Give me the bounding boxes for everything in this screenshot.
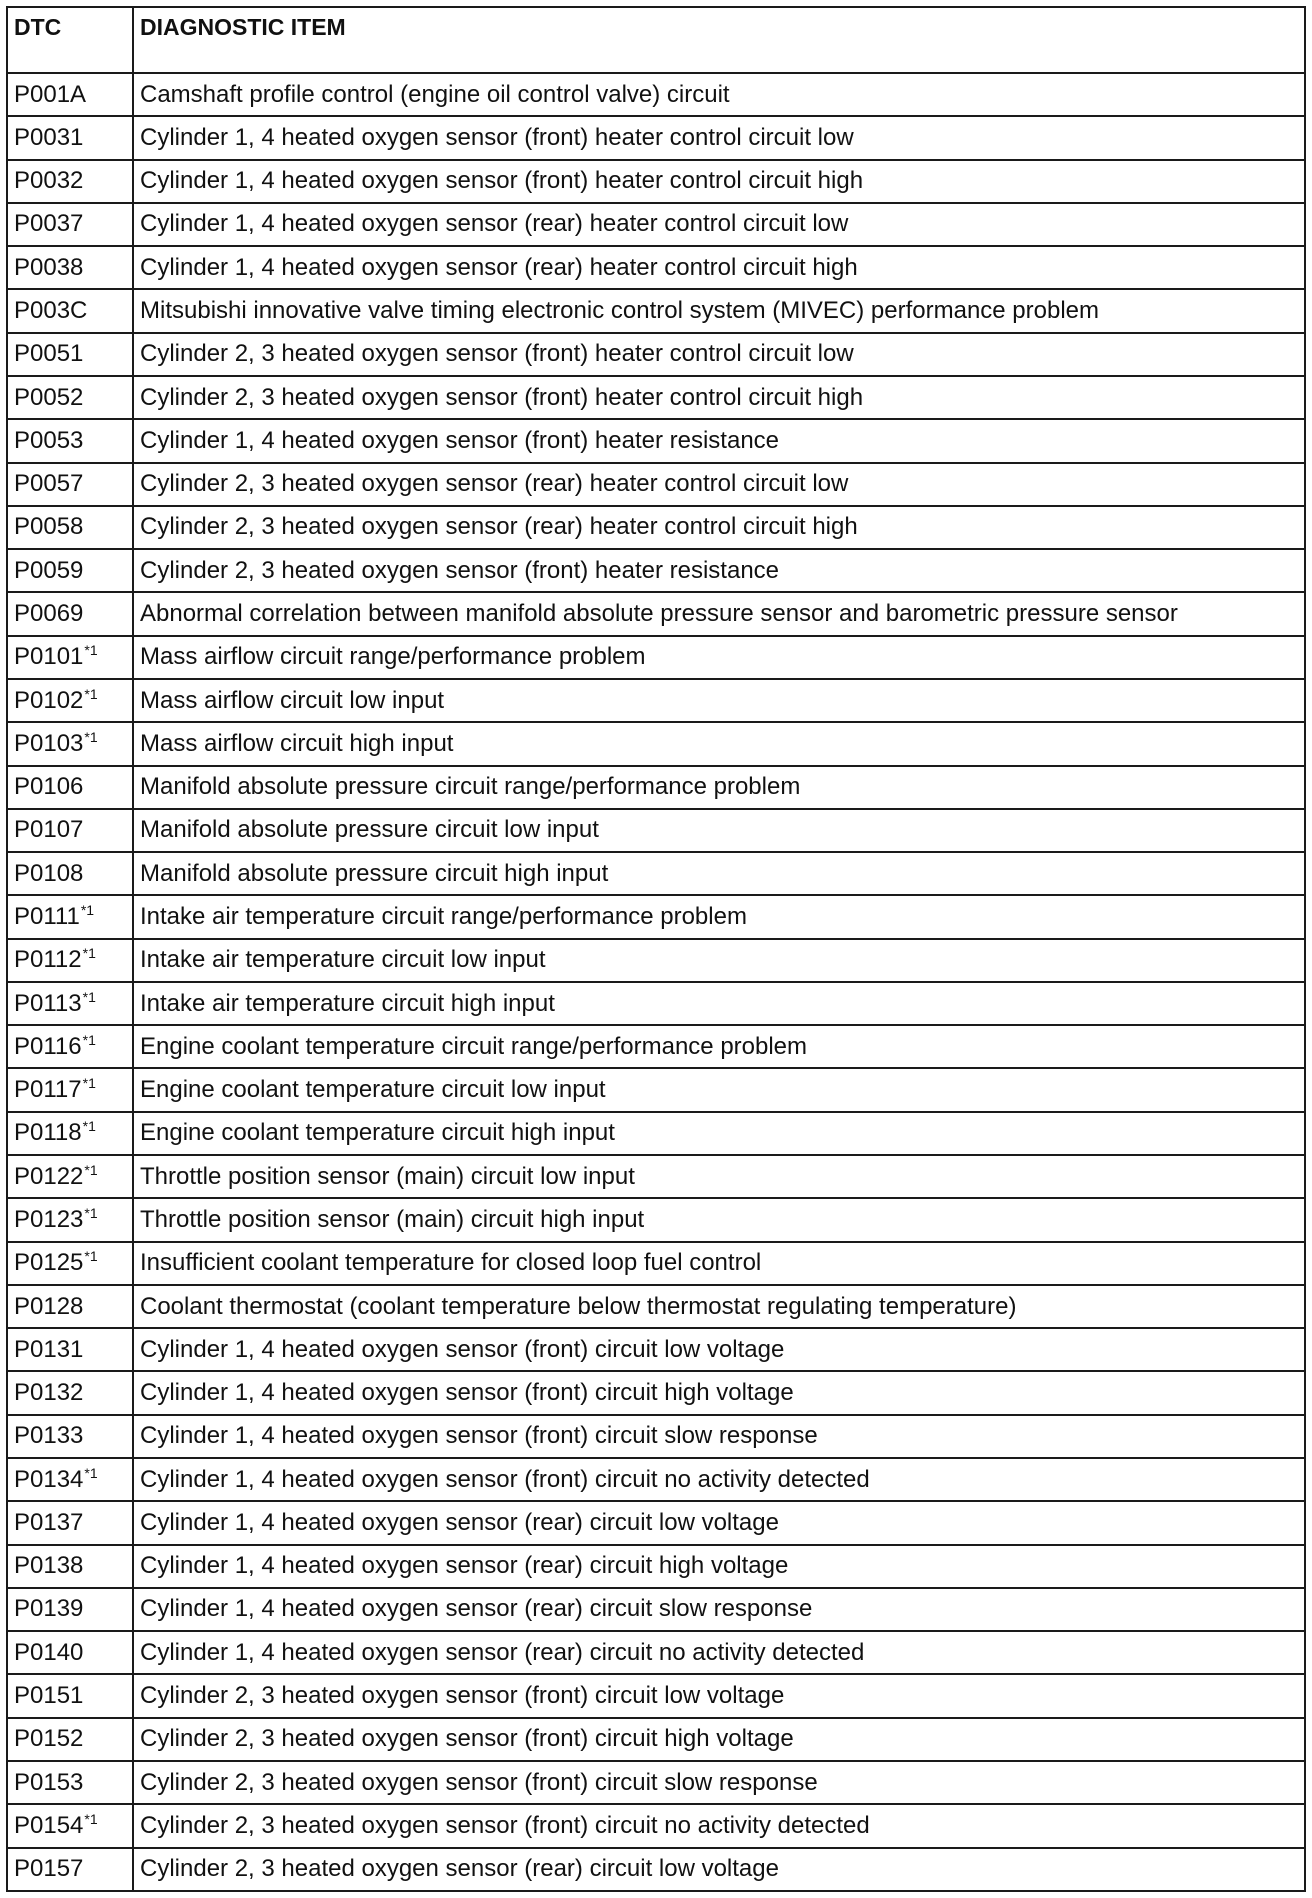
diagnostic-item-cell: Cylinder 2, 3 heated oxygen sensor (front) circuit low voltage	[133, 1674, 1305, 1717]
table-row	[7, 1458, 1305, 1501]
dtc-code-cell	[7, 1501, 133, 1544]
diagnostic-item-cell: Cylinder 1, 4 heated oxygen sensor (front) circuit low voltage	[133, 1328, 1305, 1371]
dtc-code-cell	[7, 939, 133, 982]
table-row	[7, 463, 1305, 506]
footnote-marker: *1	[82, 1075, 96, 1092]
dtc-code-cell	[7, 982, 133, 1025]
table-row	[7, 549, 1305, 592]
table-row	[7, 160, 1305, 203]
table-row	[7, 1371, 1305, 1414]
diagnostic-item-cell: Cylinder 1, 4 heated oxygen sensor (rear) circuit low voltage	[133, 1501, 1305, 1544]
diagnostic-item-cell: Throttle position sensor (main) circuit high input	[133, 1198, 1305, 1241]
footnote-marker: *1	[82, 988, 96, 1005]
dtc-code: P0053	[14, 426, 84, 454]
dtc-code-cell	[7, 809, 133, 852]
table-row	[7, 116, 1305, 159]
dtc-code: P003C	[14, 297, 88, 325]
diagnostic-item-cell: Cylinder 2, 3 heated oxygen sensor (rear) heater control circuit high	[133, 506, 1305, 549]
table-row	[7, 1545, 1305, 1588]
table-row	[7, 679, 1305, 722]
dtc-code: P0059	[14, 556, 84, 584]
table-row	[7, 1155, 1305, 1198]
diagnostic-item-cell: Intake air temperature circuit low input	[133, 939, 1305, 982]
header-row	[7, 7, 1305, 73]
footnote-marker: *1	[84, 685, 98, 702]
diagnostic-item-cell: Throttle position sensor (main) circuit low input	[133, 1155, 1305, 1198]
diagnostic-item-cell: Mass airflow circuit low input	[133, 679, 1305, 722]
dtc-code: P001A	[14, 80, 87, 108]
dtc-code: P0032	[14, 167, 84, 195]
dtc-code: P0122	[14, 1162, 84, 1190]
diagnostic-item-cell: Cylinder 1, 4 heated oxygen sensor (front) circuit high voltage	[133, 1371, 1305, 1414]
table-row	[7, 246, 1305, 289]
dtc-code: P0132	[14, 1379, 84, 1407]
diagnostic-item-cell: Mitsubishi innovative valve timing electronic control system (MIVEC) performance problem	[133, 289, 1305, 332]
dtc-code: P0111	[14, 902, 80, 930]
dtc-code: P0101	[14, 643, 84, 671]
dtc-code: P0038	[14, 253, 84, 281]
table-row	[7, 1718, 1305, 1761]
diagnostic-item-cell: Abnormal correlation between manifold absolute pressure sensor and barometric pressure sensor	[133, 592, 1305, 635]
dtc-code: P0128	[14, 1292, 84, 1320]
footnote-marker: *1	[82, 1118, 96, 1135]
diagnostic-item-cell: Engine coolant temperature circuit high input	[133, 1112, 1305, 1155]
dtc-code-cell	[7, 160, 133, 203]
diagnostic-item-cell: Cylinder 2, 3 heated oxygen sensor (front) heater control circuit high	[133, 376, 1305, 419]
table-row	[7, 73, 1305, 116]
dtc-code: P0153	[14, 1768, 84, 1796]
dtc-code-cell	[7, 1112, 133, 1155]
header-diagnostic-item: DIAGNOSTIC ITEM	[133, 7, 1305, 73]
table-row	[7, 1025, 1305, 1068]
dtc-code-cell	[7, 1415, 133, 1458]
diagnostic-item-cell: Cylinder 1, 4 heated oxygen sensor (rear) circuit no activity detected	[133, 1631, 1305, 1674]
dtc-code: P0113	[14, 989, 82, 1017]
dtc-code-cell	[7, 1848, 133, 1891]
dtc-code-cell	[7, 1025, 133, 1068]
diagnostic-item-cell: Engine coolant temperature circuit low input	[133, 1068, 1305, 1111]
table-row	[7, 1415, 1305, 1458]
dtc-code-cell	[7, 895, 133, 938]
dtc-code-cell	[7, 203, 133, 246]
diagnostic-item-cell: Engine coolant temperature circuit range/performance problem	[133, 1025, 1305, 1068]
dtc-code-cell	[7, 73, 133, 116]
footnote-marker: *1	[80, 901, 95, 918]
dtc-code: P0125	[14, 1249, 84, 1277]
dtc-code-cell	[7, 1371, 133, 1414]
table-row	[7, 203, 1305, 246]
dtc-code-cell	[7, 592, 133, 635]
table-row	[7, 1761, 1305, 1804]
diagnostic-item-cell: Cylinder 1, 4 heated oxygen sensor (rear) circuit high voltage	[133, 1545, 1305, 1588]
diagnostic-item-cell: Camshaft profile control (engine oil control valve) circuit	[133, 73, 1305, 116]
diagnostic-item-cell: Cylinder 1, 4 heated oxygen sensor (rear) circuit slow response	[133, 1588, 1305, 1631]
dtc-code: P0031	[14, 123, 84, 151]
dtc-code: P0116	[14, 1032, 82, 1060]
dtc-code: P0138	[14, 1552, 84, 1580]
table-body	[7, 73, 1305, 1891]
table-row	[7, 376, 1305, 419]
diagnostic-item-cell: Cylinder 1, 4 heated oxygen sensor (rear) heater control circuit high	[133, 246, 1305, 289]
dtc-code-cell	[7, 463, 133, 506]
dtc-code: P0117	[14, 1076, 82, 1104]
dtc-code: P0133	[14, 1422, 84, 1450]
dtc-code: P0037	[14, 210, 84, 238]
table-row	[7, 636, 1305, 679]
dtc-code: P0052	[14, 383, 84, 411]
dtc-code: P0118	[14, 1119, 82, 1147]
diagnostic-item-cell: Coolant thermostat (coolant temperature below thermostat regulating temperature)	[133, 1285, 1305, 1328]
dtc-code-cell	[7, 636, 133, 679]
dtc-code: P0107	[14, 816, 84, 844]
table-header	[7, 7, 1305, 73]
diagnostic-item-cell: Cylinder 2, 3 heated oxygen sensor (front) circuit slow response	[133, 1761, 1305, 1804]
footnote-marker: *1	[84, 1248, 98, 1265]
diagnostic-item-cell: Manifold absolute pressure circuit range/performance problem	[133, 766, 1305, 809]
table-row	[7, 1112, 1305, 1155]
table-row	[7, 895, 1305, 938]
table-row	[7, 1588, 1305, 1631]
dtc-code: P0103	[14, 729, 84, 757]
table-row	[7, 852, 1305, 895]
dtc-code-cell	[7, 1285, 133, 1328]
dtc-code-cell	[7, 679, 133, 722]
table-row	[7, 1242, 1305, 1285]
diagnostic-item-cell: Cylinder 2, 3 heated oxygen sensor (rear) heater control circuit low	[133, 463, 1305, 506]
dtc-code: P0123	[14, 1205, 84, 1233]
dtc-code: P0131	[14, 1335, 84, 1363]
diagnostic-item-cell: Cylinder 2, 3 heated oxygen sensor (rear) circuit low voltage	[133, 1848, 1305, 1891]
dtc-code-cell	[7, 1804, 133, 1847]
dtc-code-cell	[7, 1328, 133, 1371]
table-row	[7, 722, 1305, 765]
dtc-code: P0058	[14, 513, 84, 541]
table-row	[7, 592, 1305, 635]
dtc-code-cell	[7, 1588, 133, 1631]
diagnostic-item-cell: Intake air temperature circuit high input	[133, 982, 1305, 1025]
dtc-code: P0157	[14, 1855, 84, 1883]
diagnostic-item-cell: Cylinder 2, 3 heated oxygen sensor (front) heater control circuit low	[133, 333, 1305, 376]
dtc-code-cell	[7, 852, 133, 895]
dtc-code: P0069	[14, 600, 84, 628]
dtc-code-cell	[7, 289, 133, 332]
footnote-marker: *1	[84, 1161, 98, 1178]
dtc-code: P0137	[14, 1508, 84, 1536]
table-row	[7, 1848, 1305, 1891]
footnote-marker: *1	[82, 1031, 96, 1048]
dtc-code: P0102	[14, 686, 84, 714]
diagnostic-item-cell: Cylinder 1, 4 heated oxygen sensor (front) heater resistance	[133, 419, 1305, 462]
table-row	[7, 982, 1305, 1025]
dtc-code-cell	[7, 1545, 133, 1588]
dtc-code: P0154	[14, 1811, 84, 1839]
dtc-code-cell	[7, 1068, 133, 1111]
diagnostic-item-cell: Cylinder 1, 4 heated oxygen sensor (front) heater control circuit low	[133, 116, 1305, 159]
dtc-code-cell	[7, 766, 133, 809]
diagnostic-item-cell: Cylinder 1, 4 heated oxygen sensor (rear) heater control circuit low	[133, 203, 1305, 246]
dtc-code-cell	[7, 116, 133, 159]
table-row	[7, 766, 1305, 809]
table-row	[7, 1804, 1305, 1847]
table-row	[7, 289, 1305, 332]
diagnostic-item-cell: Mass airflow circuit high input	[133, 722, 1305, 765]
footnote-marker: *1	[84, 1204, 98, 1221]
diagnostic-item-cell: Manifold absolute pressure circuit high input	[133, 852, 1305, 895]
dtc-code: P0134	[14, 1465, 84, 1493]
dtc-table	[6, 6, 1306, 1892]
dtc-code-cell	[7, 1458, 133, 1501]
dtc-code-cell	[7, 376, 133, 419]
table-row	[7, 419, 1305, 462]
dtc-code: P0106	[14, 773, 84, 801]
diagnostic-item-cell: Cylinder 1, 4 heated oxygen sensor (front) heater control circuit high	[133, 160, 1305, 203]
table-row	[7, 506, 1305, 549]
dtc-code: P0112	[14, 946, 82, 974]
table-row	[7, 809, 1305, 852]
dtc-code-cell	[7, 1718, 133, 1761]
dtc-code-cell	[7, 333, 133, 376]
diagnostic-item-cell: Cylinder 1, 4 heated oxygen sensor (front) circuit no activity detected	[133, 1458, 1305, 1501]
dtc-code: P0051	[14, 340, 84, 368]
dtc-code-cell	[7, 1761, 133, 1804]
diagnostic-item-cell: Mass airflow circuit range/performance problem	[133, 636, 1305, 679]
dtc-code-cell	[7, 1198, 133, 1241]
footnote-marker: *1	[82, 945, 96, 962]
dtc-code-cell	[7, 246, 133, 289]
dtc-code-cell	[7, 1242, 133, 1285]
dtc-code-cell	[7, 419, 133, 462]
table-row	[7, 1501, 1305, 1544]
dtc-code-cell	[7, 506, 133, 549]
table-row	[7, 1285, 1305, 1328]
dtc-code-cell	[7, 1631, 133, 1674]
footnote-marker: *1	[84, 1464, 98, 1481]
header-dtc: DTC	[7, 7, 133, 73]
diagnostic-item-cell: Cylinder 2, 3 heated oxygen sensor (front) circuit high voltage	[133, 1718, 1305, 1761]
table-row	[7, 333, 1305, 376]
dtc-code: P0057	[14, 470, 84, 498]
dtc-code: P0108	[14, 859, 84, 887]
diagnostic-item-cell: Intake air temperature circuit range/performance problem	[133, 895, 1305, 938]
diagnostic-item-cell: Cylinder 2, 3 heated oxygen sensor (front) circuit no activity detected	[133, 1804, 1305, 1847]
dtc-code: P0151	[14, 1682, 84, 1710]
dtc-code: P0140	[14, 1638, 84, 1666]
diagnostic-item-cell: Cylinder 2, 3 heated oxygen sensor (front) heater resistance	[133, 549, 1305, 592]
footnote-marker: *1	[84, 728, 98, 745]
diagnostic-item-cell: Cylinder 1, 4 heated oxygen sensor (front) circuit slow response	[133, 1415, 1305, 1458]
table-row	[7, 1674, 1305, 1717]
footnote-marker: *1	[84, 1810, 98, 1827]
dtc-code-cell	[7, 1155, 133, 1198]
dtc-code-cell	[7, 722, 133, 765]
table-row	[7, 1328, 1305, 1371]
table-row	[7, 1631, 1305, 1674]
diagnostic-item-cell: Insufficient coolant temperature for closed loop fuel control	[133, 1242, 1305, 1285]
dtc-code-cell	[7, 549, 133, 592]
table-row	[7, 1198, 1305, 1241]
dtc-code: P0152	[14, 1725, 84, 1753]
diagnostic-item-cell: Manifold absolute pressure circuit low input	[133, 809, 1305, 852]
dtc-code-cell	[7, 1674, 133, 1717]
table-row	[7, 939, 1305, 982]
table-row	[7, 1068, 1305, 1111]
dtc-code: P0139	[14, 1595, 84, 1623]
footnote-marker: *1	[84, 642, 98, 659]
